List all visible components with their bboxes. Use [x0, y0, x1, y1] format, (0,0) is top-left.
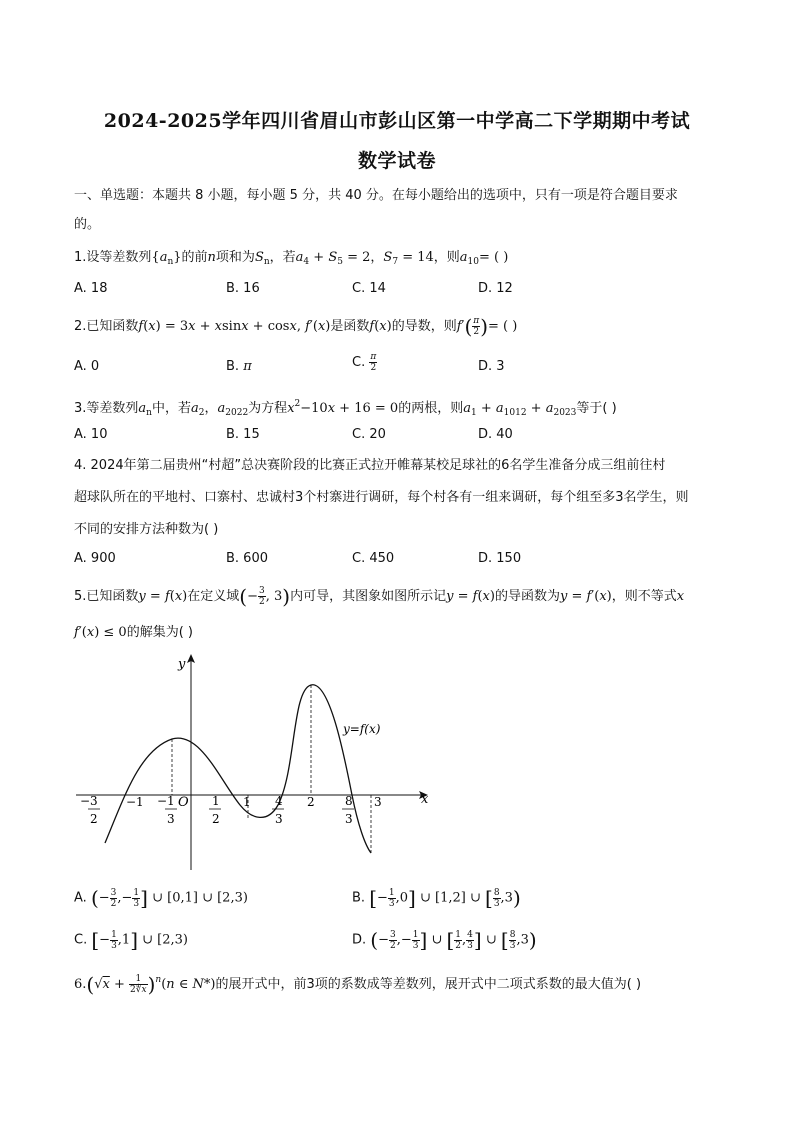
tick-neg-one-third — [157, 794, 177, 826]
svg-text:8: 8 — [345, 794, 353, 808]
q5-option-b: B. [− $\frac{1}{3}$ ,0] ∪ [1,2] ∪ [ $\frac{8}{3}$ ,3) — [352, 886, 521, 910]
tick-one-half — [209, 794, 221, 826]
q4-option-d: D. 150 — [478, 551, 522, 566]
q5-option-d: D. (− $\frac{3}{2}$ ,− $\frac{1}{3}$ ] ∪ [ $\frac{1}{2}$ , $\frac{4}{3}$ ] ∪ [ $\frac{8}{3}$ ,3) — [352, 928, 537, 952]
question-5-stem-line2: f′(x) ≤ 0的解集为( ) — [74, 625, 193, 640]
q2-option-c: C. $\frac{\pi}{2}$ — [352, 352, 377, 373]
svg-text:3: 3 — [167, 812, 175, 826]
question-4-stem-line2: 超球队所在的平地村、口寨村、忠诚村3个村寨进行调研，每个村各有一组来调研，每个组至多3名学生，则 — [74, 490, 689, 505]
x-axis-label: x — [421, 792, 429, 807]
q3-option-b: B. 15 — [226, 427, 260, 442]
q3-option-d: D. 40 — [478, 427, 513, 442]
curve-label: y=f(x) — [343, 722, 381, 736]
question-2-stem: 2.已知函数f(x) = 3x + xsinx + cosx, f′(x)是函数f(x)的导数，则f′( $\frac{\pi}{2}$ )= ( ) — [74, 314, 518, 339]
question-4-stem-line1: 4. 2024年第二届贵州“村超”总决赛阶段的比赛正式拉开帷幕某校足球社的6名学生准备分成三组前往村 — [74, 458, 666, 473]
svg-text:3: 3 — [345, 812, 353, 826]
tick-one: 1 — [243, 795, 251, 809]
question-1-stem: 1.设等差数列$\{a_n\}$的前n项和为$S_n$，若$a_4 + S_5 = 2$，$S_7 = 14$，则$a_{10}=$ ( ) — [74, 250, 509, 267]
q2-option-a: A. 0 — [74, 359, 100, 374]
question-3-stem: 3.等差数列$a_n$中，若$a_2$，$a_{2022}$为方程$x^2-10x + 16 = 0$的两根，则$a_1 + a_{1012} + a_{2023}$等于( ) — [74, 399, 617, 418]
y-axis-label: y — [178, 657, 186, 672]
q3-option-a: A. 10 — [74, 427, 108, 442]
q2-option-d: D. 3 — [478, 359, 505, 374]
exam-subtitle: 数学试卷 — [357, 150, 436, 172]
question-6-stem: 6.(√x + $\frac{1}{2∜x}$ )$^n$(n ∈ N*)的展开式中，前3项的系数成等差数列，展开式中二项式系数的最大值为( ) — [74, 972, 642, 997]
q5-option-c: C. [− $\frac{1}{3}$ ,1] ∪ [2,3) — [74, 928, 188, 952]
question-4-stem-line3: 不同的安排方法种数为( ) — [74, 522, 219, 537]
q1-option-d: D. 12 — [478, 281, 513, 296]
q1-option-b: B. 16 — [226, 281, 260, 296]
question-5-stem-line1: 5.已知函数y = f(x)在定义域(− $\frac{3}{2}$ , 3)内可导，其图象如图所示记y = f(x)的导函数为y = f′(x)，则不等式x — [74, 584, 685, 609]
tick-neg-one: −1 — [126, 795, 144, 809]
tick-eight-thirds — [342, 794, 354, 826]
q4-option-b: B. 600 — [226, 551, 268, 566]
svg-text:1: 1 — [212, 794, 220, 808]
svg-text:1: 1 — [167, 794, 175, 808]
tick-two: 2 — [307, 795, 315, 809]
tick-neg-three-halves — [80, 794, 100, 826]
q1-option-a: A. 18 — [74, 281, 108, 296]
svg-text:2: 2 — [90, 812, 98, 826]
section-instructions-line2: 的。 — [74, 217, 101, 232]
curve-f — [105, 685, 371, 853]
svg-text:3: 3 — [90, 794, 98, 808]
q3-option-c: C. 20 — [352, 427, 386, 442]
q5-option-a: A. (− $\frac{3}{2}$ ,− $\frac{1}{3}$ ] ∪ [0,1] ∪ [2,3) — [74, 886, 248, 910]
svg-text:−: − — [80, 794, 91, 808]
svg-text:4: 4 — [275, 794, 283, 808]
tick-three: 3 — [374, 795, 382, 809]
q4-option-c: C. 450 — [352, 551, 395, 566]
svg-text:−: − — [157, 794, 168, 808]
q1-option-c: C. 14 — [352, 281, 386, 296]
tick-four-thirds — [272, 794, 284, 826]
q2-option-b: B. π — [226, 359, 252, 374]
exam-title: 2024-2025学年四川省眉山市彭山区第一中学高二下学期期中考试 — [103, 110, 691, 132]
svg-text:2: 2 — [212, 812, 220, 826]
svg-text:3: 3 — [275, 812, 283, 826]
q4-option-a: A. 900 — [74, 551, 116, 566]
origin-label: O — [178, 795, 189, 810]
section-instructions-line1: 一、单选题：本题共 8 小题，每小题 5 分，共 40 分。在每小题给出的选项中，只有一项是符合题目要求 — [74, 188, 678, 203]
